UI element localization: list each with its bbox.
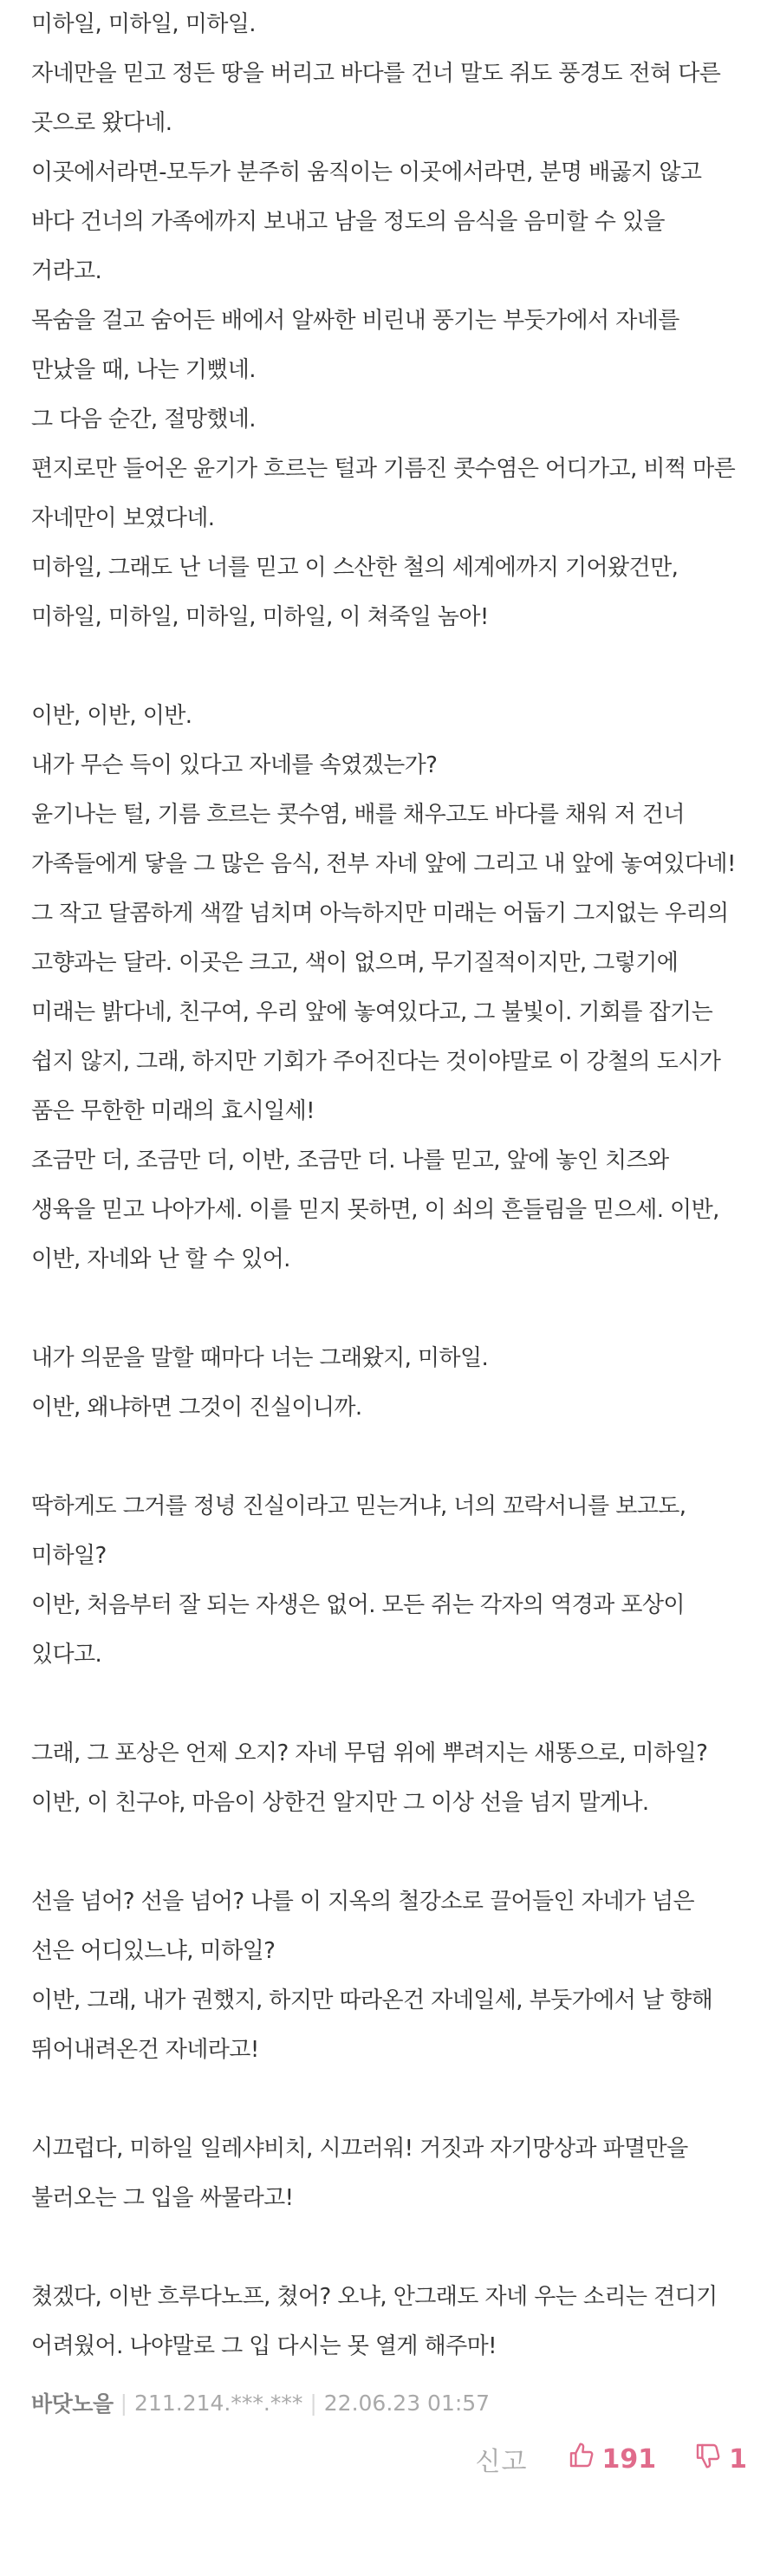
post-paragraph: 미하일, 그래도 난 너를 믿고 이 스산한 철의 세계에까지 기어왔건만, 미하일, 미하일, 미하일, 미하일, 이 쳐죽일 놈아! xyxy=(31,555,679,630)
post-meta xyxy=(0,2378,780,2427)
thumbs-down-icon xyxy=(694,2442,729,2476)
post-actions xyxy=(0,2427,780,2491)
post-paragraph: 이반, 이반, 이반. xyxy=(31,703,192,729)
report-button[interactable]: 신고 xyxy=(475,2447,528,2477)
downvote-count: 1 xyxy=(729,2443,747,2475)
author-name[interactable]: 바닷노을 xyxy=(31,2391,114,2417)
post-paragraph: 이반, 왜냐하면 그것이 진실이니까. xyxy=(31,1395,362,1421)
downvote-button[interactable] xyxy=(694,2442,747,2476)
post-paragraph: 편지로만 들어온 윤기가 흐르는 털과 기름진 콧수염은 어디가고, 비쩍 마른 자네만이 보였다네. xyxy=(31,456,736,531)
post-paragraph: 내가 의문을 말할 때마다 너는 그래왔지, 미하일. xyxy=(31,1345,489,1371)
post-paragraph: 그 다음 순간, 절망했네. xyxy=(31,407,256,433)
post-paragraph: 조금만 더, 조금만 더, 이반, 조금만 더. 나를 믿고, 앞에 놓인 치즈와 생육을 믿고 나아가세. 이를 믿지 못하면, 이 쇠의 흔들림을 믿으세. 이반, 이반, 자네와 난 할 수 있어. xyxy=(31,1148,719,1272)
post-paragraph: 이반, 그래, 내가 권했지, 하지만 따라온건 자네일세, 부둣가에서 날 향해 뛰어내려온건 자네라고! xyxy=(31,1987,713,2063)
post-paragraph: 이반, 이 친구야, 마음이 상한건 알지만 그 이상 선을 넘지 말게나. xyxy=(31,1790,649,1816)
post-paragraph: 미하일, 미하일, 미하일. xyxy=(31,11,256,37)
thumbs-up-icon xyxy=(568,2442,602,2476)
author-ip: 211.214.***.*** xyxy=(134,2390,303,2416)
post-paragraph: 딱하게도 그거를 정녕 진실이라고 믿는거냐, 너의 꼬락서니를 보고도, 미하일? xyxy=(31,1493,686,1569)
paragraph-spacer xyxy=(31,1285,737,1334)
post-paragraph: 이반, 처음부터 잘 되는 자생은 없어. 모든 쥐는 각자의 역경과 포상이 있다고. xyxy=(31,1592,685,1668)
post-paragraph: 내가 무슨 득이 있다고 자네를 속였겠는가? xyxy=(31,752,438,778)
paragraph-spacer xyxy=(31,1680,737,1729)
post-paragraph: 쳤겠다, 이반 흐루다노프, 쳤어? 오냐, 안그래도 자네 우는 소리는 견디기 어려웠어. 나야말로 그 입 다시는 못 열게 해주마! xyxy=(31,2284,718,2359)
post-paragraph: 이곳에서라면-모두가 분주히 움직이는 이곳에서라면, 분명 배곯지 않고 바다 건너의 가족에까지 보내고 남을 정도의 음식을 음미할 수 있을 거라고. xyxy=(31,159,702,284)
upvote-button[interactable] xyxy=(568,2442,657,2476)
post-paragraph: 그래, 그 포상은 언제 오지? 자네 무덤 위에 뿌려지는 새똥으로, 미하일? xyxy=(31,1740,708,1766)
upvote-count: 191 xyxy=(601,2443,657,2475)
meta-separator: | xyxy=(120,2390,128,2416)
post-datetime: 22.06.23 01:57 xyxy=(323,2390,491,2416)
post-paragraph: 자네만을 믿고 정든 땅을 버리고 바다를 건너 말도 쥐도 풍경도 전혀 다른 곳으로 왔다네. xyxy=(31,61,721,136)
paragraph-spacer xyxy=(31,1828,737,1877)
post-paragraph: 선을 넘어? 선을 넘어? 나를 이 지옥의 철강소로 끌어들인 자네가 넘은 선은 어디있느냐, 미하일? xyxy=(31,1889,694,1964)
post-paragraph: 목숨을 걸고 숨어든 배에서 알싸한 비린내 풍기는 부둣가에서 자네를 만났을 때, 나는 기뻤네. xyxy=(31,308,679,383)
paragraph-spacer xyxy=(31,642,737,692)
post-paragraph: 윤기나는 털, 기름 흐르는 콧수염, 배를 채우고도 바다를 채워 저 건너 가족들에게 닿을 그 많은 음식, 전부 자네 앞에 그리고 내 앞에 놓여있다네! xyxy=(31,802,736,877)
post-paragraph: 그 작고 달콤하게 색깔 넘치며 아늑하지만 미래는 어둡기 그지없는 우리의 고향과는 달라. 이곳은 크고, 색이 없으며, 무기질적이지만, 그렇기에 미래는 밝다네, 친구여, 우리 앞에 놓여있다고, 그 불빛이. 기회를 잡기는 쉽지 않지, 그래, 하지만 기회가 주어진다는 것이야말로 이 강철의 도시가 품은 무한한 미래의 효시일세! xyxy=(31,901,729,1124)
post-paragraph: 시끄럽다, 미하일 일레샤비치, 시끄러워! 거짓과 자기망상과 파멸만을 불러오는 그 입을 싸물라고! xyxy=(31,2136,688,2211)
paragraph-spacer xyxy=(31,2223,737,2273)
meta-separator: | xyxy=(309,2390,317,2416)
paragraph-spacer xyxy=(31,2075,737,2124)
paragraph-spacer xyxy=(31,1433,737,1482)
